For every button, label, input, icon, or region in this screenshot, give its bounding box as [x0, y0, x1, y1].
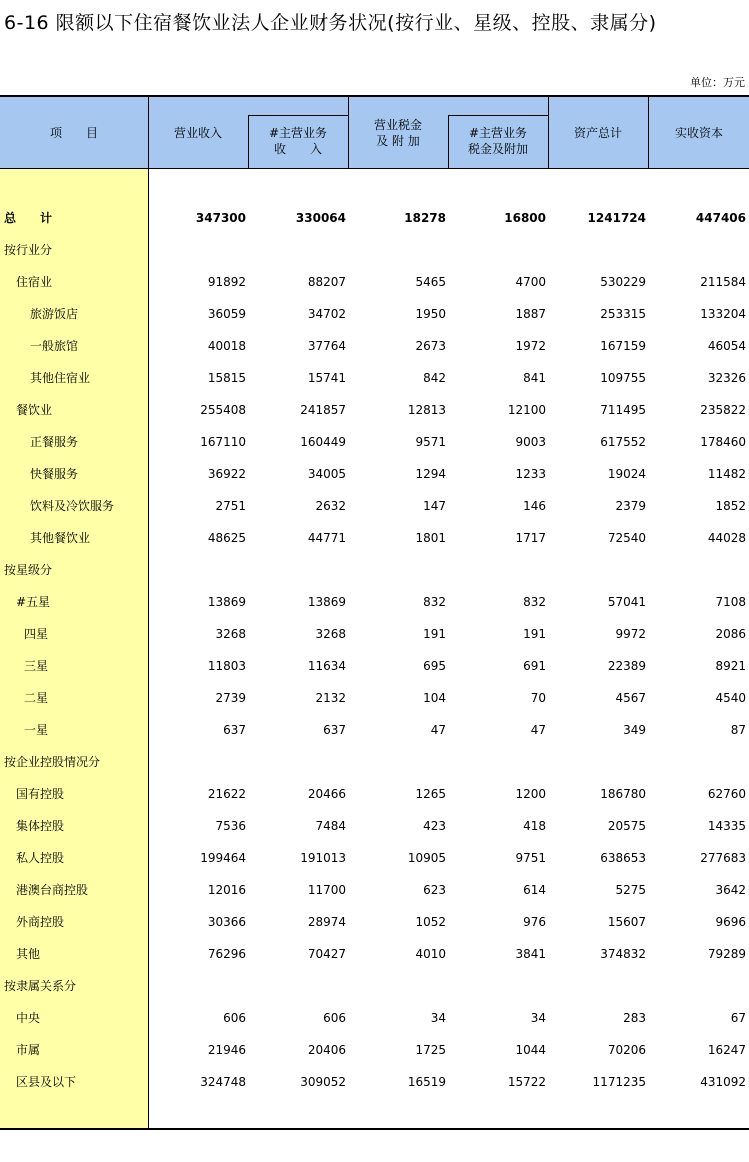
cell-assets: 15607: [607, 915, 646, 929]
cell-assets: 167159: [600, 339, 646, 353]
row-label: #五星: [16, 595, 51, 609]
table-row: [0, 272, 749, 292]
page-title: 6-16 限额以下住宿餐饮业法人企业财务状况(按行业、星级、控股、隶属分): [4, 12, 657, 34]
header-divider: [648, 97, 649, 169]
cell-revenue: 15815: [207, 371, 246, 385]
cell-main-revenue: 330064: [295, 211, 346, 225]
cell-main-revenue: 241857: [300, 403, 346, 417]
cell-assets: 22389: [607, 659, 646, 673]
cell-capital: 11482: [707, 467, 746, 481]
cell-main-revenue: 34702: [307, 307, 346, 321]
cell-assets: 72540: [607, 531, 646, 545]
table-row: [0, 1040, 749, 1060]
row-label: 一般旅馆: [30, 339, 79, 353]
table-row: [0, 560, 749, 580]
cell-main-tax: 9003: [515, 435, 546, 449]
cell-assets: 349: [623, 723, 646, 737]
cell-revenue: 199464: [200, 851, 246, 865]
row-label: 其他: [16, 947, 41, 961]
row-label: 餐饮业: [16, 403, 53, 417]
cell-tax: 695: [423, 659, 446, 673]
cell-main-revenue: 13869: [307, 595, 346, 609]
table-row: [0, 336, 749, 356]
cell-capital: 277683: [700, 851, 746, 865]
cell-capital: 46054: [707, 339, 746, 353]
table-row: [0, 656, 749, 676]
cell-tax: 4010: [415, 947, 446, 961]
header-item: 项 目: [49, 126, 98, 140]
header-sub-divider: [248, 115, 349, 116]
cell-main-tax: 70: [530, 691, 546, 705]
cell-main-revenue: 606: [323, 1011, 346, 1025]
cell-main-revenue: 11700: [307, 883, 346, 897]
table-row: [0, 976, 749, 996]
cell-assets: 617552: [600, 435, 646, 449]
cell-revenue: 637: [223, 723, 246, 737]
table-row: [0, 208, 749, 228]
cell-revenue: 3268: [215, 627, 246, 641]
cell-tax: 191: [423, 627, 446, 641]
row-label: 外商控股: [16, 915, 65, 929]
cell-main-revenue: 37764: [307, 339, 346, 353]
cell-capital: 14335: [707, 819, 746, 833]
cell-main-revenue: 34005: [307, 467, 346, 481]
header-revenue: 营业收入: [173, 126, 222, 140]
cell-tax: 104: [423, 691, 446, 705]
cell-capital: 8921: [715, 659, 746, 673]
cell-main-revenue: 637: [323, 723, 346, 737]
header-main-tax-line1: #主营业务: [468, 126, 528, 140]
cell-revenue: 167110: [200, 435, 246, 449]
row-label: 区县及以下: [16, 1075, 77, 1089]
cell-main-tax: 832: [523, 595, 546, 609]
cell-capital: 1852: [715, 499, 746, 513]
header-divider: [248, 115, 249, 169]
cell-assets: 1171235: [592, 1075, 646, 1089]
cell-main-revenue: 70427: [307, 947, 346, 961]
cell-assets: 9972: [615, 627, 646, 641]
cell-main-tax: 3841: [515, 947, 546, 961]
table-row: [0, 1008, 749, 1028]
cell-capital: 3642: [715, 883, 746, 897]
table-row: [0, 944, 749, 964]
cell-revenue: 7536: [215, 819, 246, 833]
cell-capital: 4540: [715, 691, 746, 705]
cell-tax: 18278: [404, 211, 446, 225]
row-label: 快餐服务: [30, 467, 79, 481]
table-row: [0, 784, 749, 804]
table-row: [0, 592, 749, 612]
cell-revenue: 12016: [207, 883, 246, 897]
table-row: [0, 304, 749, 324]
table-header: [0, 95, 749, 169]
cell-main-revenue: 88207: [307, 275, 346, 289]
row-label: 二星: [24, 691, 49, 705]
cell-capital: 32326: [707, 371, 746, 385]
cell-main-tax: 47: [530, 723, 546, 737]
table-row: [0, 912, 749, 932]
cell-main-revenue: 2132: [315, 691, 346, 705]
cell-assets: 253315: [600, 307, 646, 321]
cell-main-revenue: 15741: [307, 371, 346, 385]
row-label: 国有控股: [16, 787, 65, 801]
row-label: 集体控股: [16, 819, 65, 833]
cell-tax: 16519: [407, 1075, 446, 1089]
header-divider: [548, 97, 549, 169]
cell-main-revenue: 191013: [300, 851, 346, 865]
table-row: [0, 752, 749, 772]
cell-revenue: 606: [223, 1011, 246, 1025]
cell-capital: 79289: [707, 947, 746, 961]
cell-revenue: 91892: [207, 275, 246, 289]
cell-main-tax: 1233: [515, 467, 546, 481]
row-label: 市属: [16, 1043, 41, 1057]
cell-main-tax: 34: [530, 1011, 546, 1025]
cell-capital: 133204: [700, 307, 746, 321]
cell-main-tax: 16800: [504, 211, 546, 225]
table-row: [0, 400, 749, 420]
table-row: [0, 432, 749, 452]
cell-tax: 9571: [415, 435, 446, 449]
table-row: [0, 1072, 749, 1092]
cell-capital: 16247: [707, 1043, 746, 1057]
table-row: [0, 848, 749, 868]
cell-main-tax: 146: [523, 499, 546, 513]
cell-main-revenue: 309052: [300, 1075, 346, 1089]
header-tax-line1: 营业税金: [373, 118, 422, 132]
cell-assets: 19024: [607, 467, 646, 481]
table-row: [0, 816, 749, 836]
cell-assets: 283: [623, 1011, 646, 1025]
cell-assets: 109755: [600, 371, 646, 385]
header-capital: 实收资本: [674, 126, 723, 140]
cell-revenue: 255408: [200, 403, 246, 417]
cell-tax: 10905: [407, 851, 446, 865]
cell-revenue: 2751: [215, 499, 246, 513]
cell-assets: 2379: [615, 499, 646, 513]
cell-main-revenue: 11634: [307, 659, 346, 673]
cell-main-tax: 1717: [515, 531, 546, 545]
header-tax: [349, 117, 447, 149]
cell-main-tax: 9751: [515, 851, 546, 865]
cell-assets: 1241724: [587, 211, 646, 225]
cell-revenue: 11803: [207, 659, 246, 673]
cell-tax: 842: [423, 371, 446, 385]
cell-revenue: 324748: [200, 1075, 246, 1089]
cell-assets: 57041: [607, 595, 646, 609]
cell-capital: 447406: [695, 211, 746, 225]
cell-main-revenue: 3268: [315, 627, 346, 641]
header-main-revenue: [249, 125, 347, 157]
row-label: 一星: [24, 723, 49, 737]
cell-main-tax: 15722: [507, 1075, 546, 1089]
row-label: 中央: [16, 1011, 41, 1025]
cell-assets: 711495: [600, 403, 646, 417]
cell-tax: 5465: [415, 275, 446, 289]
cell-tax: 1265: [415, 787, 446, 801]
cell-assets: 5275: [615, 883, 646, 897]
cell-assets: 4567: [615, 691, 646, 705]
cell-revenue: 30366: [207, 915, 246, 929]
row-label: 四星: [24, 627, 49, 641]
cell-main-tax: 691: [523, 659, 546, 673]
row-label: 私人控股: [16, 851, 65, 865]
cell-capital: 62760: [707, 787, 746, 801]
cell-capital: 44028: [707, 531, 746, 545]
cell-main-revenue: 2632: [315, 499, 346, 513]
table-row: [0, 688, 749, 708]
cell-capital: 211584: [700, 275, 746, 289]
cell-capital: 7108: [715, 595, 746, 609]
table-row: [0, 720, 749, 740]
row-label: 饮料及冷饮服务: [30, 499, 115, 513]
cell-tax: 1725: [415, 1043, 446, 1057]
table-row: [0, 464, 749, 484]
cell-revenue: 2739: [215, 691, 246, 705]
cell-capital: 431092: [700, 1075, 746, 1089]
cell-main-tax: 841: [523, 371, 546, 385]
cell-tax: 832: [423, 595, 446, 609]
cell-revenue: 76296: [207, 947, 246, 961]
cell-tax: 2673: [415, 339, 446, 353]
cell-assets: 374832: [600, 947, 646, 961]
row-label: 住宿业: [16, 275, 53, 289]
cell-tax: 1801: [415, 531, 446, 545]
cell-main-tax: 191: [523, 627, 546, 641]
row-label: 按行业分: [4, 243, 53, 257]
row-label: 总 计: [4, 211, 53, 225]
cell-tax: 147: [423, 499, 446, 513]
cell-capital: 178460: [700, 435, 746, 449]
table-bottom-border: [0, 1128, 749, 1130]
cell-tax: 1052: [415, 915, 446, 929]
cell-tax: 1294: [415, 467, 446, 481]
cell-tax: 623: [423, 883, 446, 897]
cell-main-tax: 976: [523, 915, 546, 929]
header-divider: [148, 97, 149, 169]
header-sub-divider: [448, 115, 549, 116]
cell-revenue: 21946: [207, 1043, 246, 1057]
cell-capital: 2086: [715, 627, 746, 641]
table-row: [0, 240, 749, 260]
cell-revenue: 347300: [195, 211, 246, 225]
cell-revenue: 40018: [207, 339, 246, 353]
table-row: [0, 496, 749, 516]
cell-revenue: 48625: [207, 531, 246, 545]
table-row: [0, 624, 749, 644]
row-label: 按隶属关系分: [4, 979, 77, 993]
cell-main-tax: 614: [523, 883, 546, 897]
cell-capital: 87: [730, 723, 746, 737]
cell-capital: 67: [730, 1011, 746, 1025]
row-label: 其他餐饮业: [30, 531, 91, 545]
cell-revenue: 36059: [207, 307, 246, 321]
cell-capital: 9696: [715, 915, 746, 929]
cell-tax: 34: [430, 1011, 446, 1025]
cell-tax: 423: [423, 819, 446, 833]
cell-main-tax: 418: [523, 819, 546, 833]
row-label: 正餐服务: [30, 435, 79, 449]
cell-main-revenue: 20406: [307, 1043, 346, 1057]
cell-revenue: 13869: [207, 595, 246, 609]
cell-capital: 235822: [700, 403, 746, 417]
cell-main-tax: 1044: [515, 1043, 546, 1057]
cell-assets: 638653: [600, 851, 646, 865]
cell-main-tax: 1887: [515, 307, 546, 321]
cell-revenue: 36922: [207, 467, 246, 481]
cell-assets: 70206: [607, 1043, 646, 1057]
header-main-tax-line2: 税金及附加: [467, 142, 528, 156]
cell-tax: 47: [430, 723, 446, 737]
row-label: 三星: [24, 659, 49, 673]
row-label: 港澳台商控股: [16, 883, 89, 897]
header-assets: 资产总计: [573, 126, 622, 140]
cell-main-tax: 12100: [507, 403, 546, 417]
cell-assets: 186780: [600, 787, 646, 801]
cell-tax: 12813: [407, 403, 446, 417]
header-main-revenue-line1: #主营业务: [268, 126, 328, 140]
cell-assets: 530229: [600, 275, 646, 289]
cell-revenue: 21622: [207, 787, 246, 801]
cell-main-revenue: 44771: [307, 531, 346, 545]
header-divider: [448, 115, 449, 169]
cell-tax: 1950: [415, 307, 446, 321]
table-row: [0, 880, 749, 900]
row-label: 按企业控股情况分: [4, 755, 101, 769]
table-row: [0, 368, 749, 388]
cell-assets: 20575: [607, 819, 646, 833]
unit-label: 单位：万元: [690, 76, 745, 89]
cell-main-tax: 1972: [515, 339, 546, 353]
row-label: 其他住宿业: [30, 371, 91, 385]
row-label: 旅游饭店: [30, 307, 79, 321]
cell-main-tax: 1200: [515, 787, 546, 801]
header-main-revenue-line2: 收 入: [273, 142, 322, 156]
header-main-tax: [449, 125, 547, 157]
cell-main-tax: 4700: [515, 275, 546, 289]
cell-main-revenue: 20466: [307, 787, 346, 801]
cell-main-revenue: 7484: [315, 819, 346, 833]
cell-main-revenue: 28974: [307, 915, 346, 929]
header-divider: [348, 97, 349, 169]
row-label: 按星级分: [4, 563, 53, 577]
header-tax-line2: 及 附 加: [376, 134, 420, 148]
table-row: [0, 528, 749, 548]
cell-main-revenue: 160449: [300, 435, 346, 449]
